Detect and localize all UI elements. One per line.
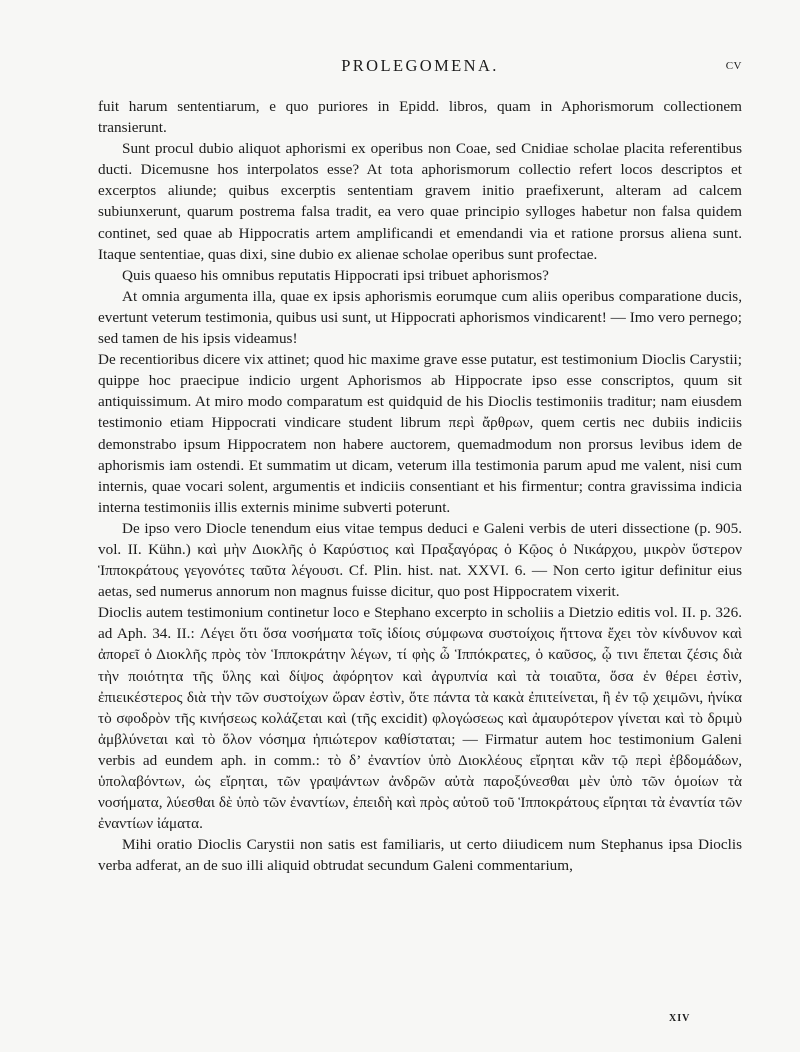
running-title: PROLEGOMENA.: [341, 56, 499, 75]
paragraph-question: Quis quaeso his omnibus reputatis Hippocrati ipsi tribuet aphorismos?: [122, 266, 549, 284]
paragraph-diocles-dating: De ipso vero Diocle tenendum eius vitae tempus deduci e Galeni verbis de uteri dissectione (p. 905. vol. II. Kühn.) καὶ μὴν Διοκλῆς ὁ Καρύστιος καὶ Πραξαγόρας ὁ Κῷος ὁ Νικάρχου, μικρὸν ὕστερον Ἱπποκράτους γεγονότες ταῦτα λέγουσι. Cf. Plin. hist. nat. XXVI. 6. — Non certo igitur definitur eius aetas, sed numerus annorum non magnus fuisse dicitur, quo post Hippocratem vixerit.: [98, 519, 742, 601]
page-body: [98, 96, 742, 876]
paragraph-cnidian-aphorisms: Sunt procul dubio aliquot aphorismi ex operibus non Coae, sed Cnidiae scholae placita referentibus ducti. Dicemusne hos interpolatos esse? At tota aphorismorum collectio refert locos descriptos et excerptos aliunde; quibus excerptis sententiam gravem initio praefixerunt, alteram ad calcem subiunxerunt, quarum postrema falsa tradit, ea vero quae principio sylloges habetur non falsa quidem continet, sed quae ab Hippocratis artem amplificandi et emendandi via et ratione prorsus aliena sunt. Itaque sententiae, quas dixi, sine dubio ex alienae scholae operibus sunt profectae.: [98, 140, 742, 263]
paragraph-testimonia-objection: At omnia argumenta illa, quae ex ipsis aphorismis eorumque cum aliis operibus comparatione ducis, evertunt veterum testimonia, quibus usi sunt, ut Hippocrati aphorismos vindicarent! — Imo vero pernego; sed tamen de his ipsis videamus!: [98, 287, 742, 348]
page-number: cv: [725, 57, 742, 73]
paragraph-stephanus-scholia: Dioclis autem testimonium continetur loco e Stephano excerpto in scholiis a Dietzio editis vol. II. p. 326. ad Aph. 34. II.: Λέγει ὅτι ὅσα νοσήματα τοῖς ἰδίοις σύμφωνα συστοίχοις ἥττονα ἔχει τὸν κίνδυνον καὶ ἀπορεῖ ὁ Διοκλῆς πρὸς τὸν Ἱπποκράτην λέγων, τί φὴς ὦ Ἱππόκρατες, ὁ καῦσος, ᾧ τινι ἕπεται ζέσις διὰ τὴν ποιότητα τῆς ὕλης καὶ δίψος ἀφόρητον καὶ ἀγρυπνία καὶ τὰ τοιαῦτα, ὅσα ἐν θέρει ἐστὶν, ἐπιεικέστερος διὰ τὴν τῶν συστοίχων ὥραν ἐστὶν, ὅτε πάντα τὰ κακὰ ἐπιτείνεται, ἢ ἐν τῷ χειμῶνι, ἡνίκα τὸ σφοδρὸν τῆς κινήσεως κολάζεται καὶ (τῆς excidit) φλογώσεως καὶ ἀμαυρότερον γίνεται καὶ τὸ δριμὺ ἀμβλύνεται καὶ τὸ ὅλον νόσημα ἠπιώτερον καθίσταται; — Firmatur autem hoc testimonium Galeni verbis ad eundem aph. in comm.: τὸ δ’ ἐναντίον ὑπὸ Διοκλέους εἴρηται κἂν τῷ περὶ ἑβδομάδων, ὑπολαβόντων, ὡς εἴρηται, τῶν γραψάντων ἀνδρῶν αὐτὰ παροξύνεσθαι μὲν ὑπὸ τῶν ὁμοίων τὰ νοσήματα, λύεσθαι δὲ ὑπὸ τῶν ἐναντίων, ἐπειδὴ καὶ πρὸς αὐτοῦ τοῦ Ἱπποκράτους εἴρηται τὰ ἐναντία τῶν ἐναντίων ἰάματα.: [98, 604, 742, 833]
paragraph-continuation: fuit harum sententiarum, e quo puriores in Epidd. libros, quam in Aphorismorum collectionem transierunt.: [98, 98, 742, 137]
paragraph-final: Mihi oratio Dioclis Carystii non satis est familiaris, ut certo diiudicem num Stephanus ipsa Dioclis verba adferat, an de suo illi aliquid obtrudat secundum Galeni commentarium,: [98, 836, 742, 875]
page-header: [98, 56, 742, 82]
signature-mark: XIV: [669, 1013, 691, 1024]
paragraph-diocles-testimony: De recentioribus dicere vix attinet; quod hic maxime grave esse putatur, est testimonium Dioclis Carystii; quippe hoc praecipue indicio urgent Aphorismos ab Hippocrate ipso esse conscriptos, quum sit antiquissimum. At miro modo comparatum est quidquid de his Dioclis testimoniis traditur; nam eiusdem testimonio etiam Hippocrati vindicare student librum περὶ ἄρθρων, quem certis nec dubiis indiciis demonstrabo ipsum Hippocratem non habere auctorem, quemadmodum non prorsus levibus idem de aphorismis iam ostendi. Et summatim ut dicam, veterum illa testimonia parum apud me valent, nisi cum internis, quae vocari solent, argumentis et indiciis consentiant et his firmentur; contra gravissima indicia interna testimoniis illis externis minime subverti poterunt.: [98, 351, 742, 516]
